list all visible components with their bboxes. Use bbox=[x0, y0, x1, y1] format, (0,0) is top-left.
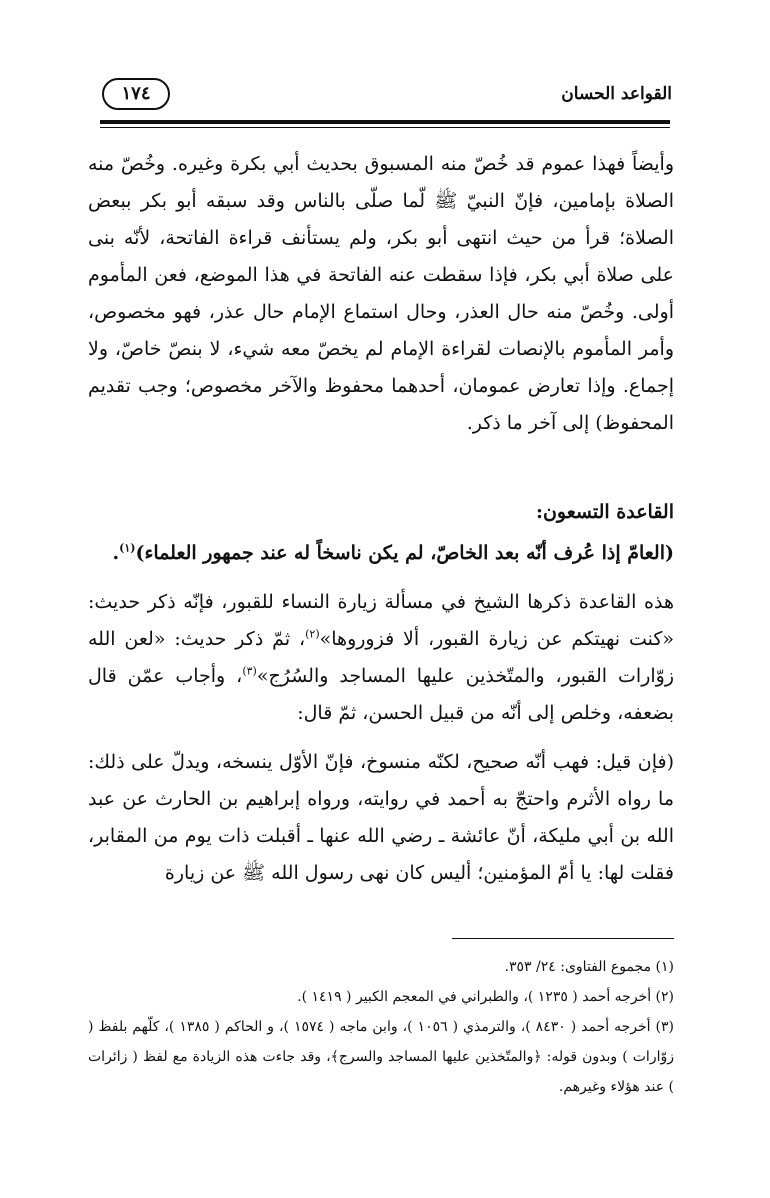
footnote-ref-2: (٢) bbox=[305, 627, 320, 641]
running-title: القواعد الحسان bbox=[561, 84, 672, 104]
paragraph-2-part-b: ، ثمّ ذكر حديث: «لعن الله زوّارات القبور، والمتّخذين عليها المساجد والسُرُج» bbox=[88, 628, 674, 687]
footnote-ref-1: (١) bbox=[119, 541, 136, 555]
paragraph-2 bbox=[88, 584, 674, 732]
footnote-1: (١) مجموع الفتاوى: ٢٤/ ٣٥٣. bbox=[504, 959, 674, 975]
header-rule-thin bbox=[100, 127, 670, 128]
rule-statement-text: (العامّ إذا عُرف أنّه بعد الخاصّ، لم يكن ناسخاً له عند جمهور العلماء) bbox=[135, 542, 674, 564]
rule-statement bbox=[88, 535, 674, 572]
main-text bbox=[88, 146, 674, 892]
rule-heading: القاعدة التسعون: bbox=[535, 501, 674, 523]
page-header bbox=[92, 78, 678, 114]
rule-statement-end: . bbox=[112, 542, 120, 564]
footnote-2: (٢) أخرجه أحمد ( ١٢٣٥ )، والطبراني في المعجم الكبير ( ١٤١٩ ). bbox=[297, 989, 674, 1005]
footnotes bbox=[88, 952, 674, 1102]
footnote-ref-3: (٣) bbox=[242, 664, 257, 678]
paragraph-2-part-c: ، وأجاب عمّن قال بضعفه، وخلص إلى أنّه من قبيل الحسن، ثمّ قال: bbox=[88, 665, 674, 724]
header-rule-thick bbox=[100, 120, 670, 124]
footnote-3: (٣) أخرجه أحمد ( ٨٤٣٠ )، والترمذي ( ١٠٥٦ )، وابن ماجه ( ١٥٧٤ )، و الحاكم ( ١٣٨٥ )، كلّهم بلفظ ( زوّارات ) وبدون قوله: ﴿والمتّخذين عليها المساجد والسرج﴾، وقد جاءت هذه الزيادة مع لفظ ( زائرات ) عند هؤلاء وغيرهم. bbox=[88, 1019, 675, 1095]
page-number: ١٧٤ bbox=[102, 78, 170, 110]
paragraph-3: (فإن قيل: فهب أنّه صحيح، لكنّه منسوخ، فإنّ الأوّل ينسخه، ويدلّ على ذلك: ما رواه الأثرم واحتجّ به أحمد في روايته، ورواه إبراهيم بن الحارث عن عبد الله بن أبي مليكة، أنّ عائشة ـ رضي الله عنها ـ أقبلت ذات يوم من المقابر، فقلت لها: يا أمّ المؤمنين؛ أليس كان نهى رسول الله ﷺ عن زيارة bbox=[88, 751, 674, 884]
footnote-separator bbox=[452, 938, 674, 939]
paragraph-1: وأيضاً فهذا عموم قد خُصّ منه المسبوق بحديث أبي بكرة وغيره. وخُصّ منه الصلاة بإمامين، فإنّ النبيّ ﷺ لّما صلّى بالناس وقد سبقه أبو بكر ببعض الصلاة؛ قرأ من حيث انتهى أبو بكر، ولم يستأنف قراءة الفاتحة، لأنّه بنى على صلاة أبي بكر، فإذا سقطت عنه الفاتحة في هذا الموضع، فعن المأموم أولى. وخُصّ منه حال العذر، وحال استماع الإمام حال عذر، فهو مخصوص، وأمر المأموم بالإنصات لقراءة الإمام لم يخصّ معه شيء، لا بنصّ خاصّ، ولا إجماع. وإذا تعارض عمومان، أحدهما محفوظ والآخر مخصوص؛ وجب تقديم المحفوظ) إلى آخر ما ذكر. bbox=[88, 153, 674, 434]
paragraph-2-part-a: هذه القاعدة ذكرها الشيخ في مسألة زيارة النساء للقبور، فإنّه ذكر حديث: «كنت نهيتكم عن زيارة القبور، ألا فزوروها» bbox=[88, 591, 675, 650]
